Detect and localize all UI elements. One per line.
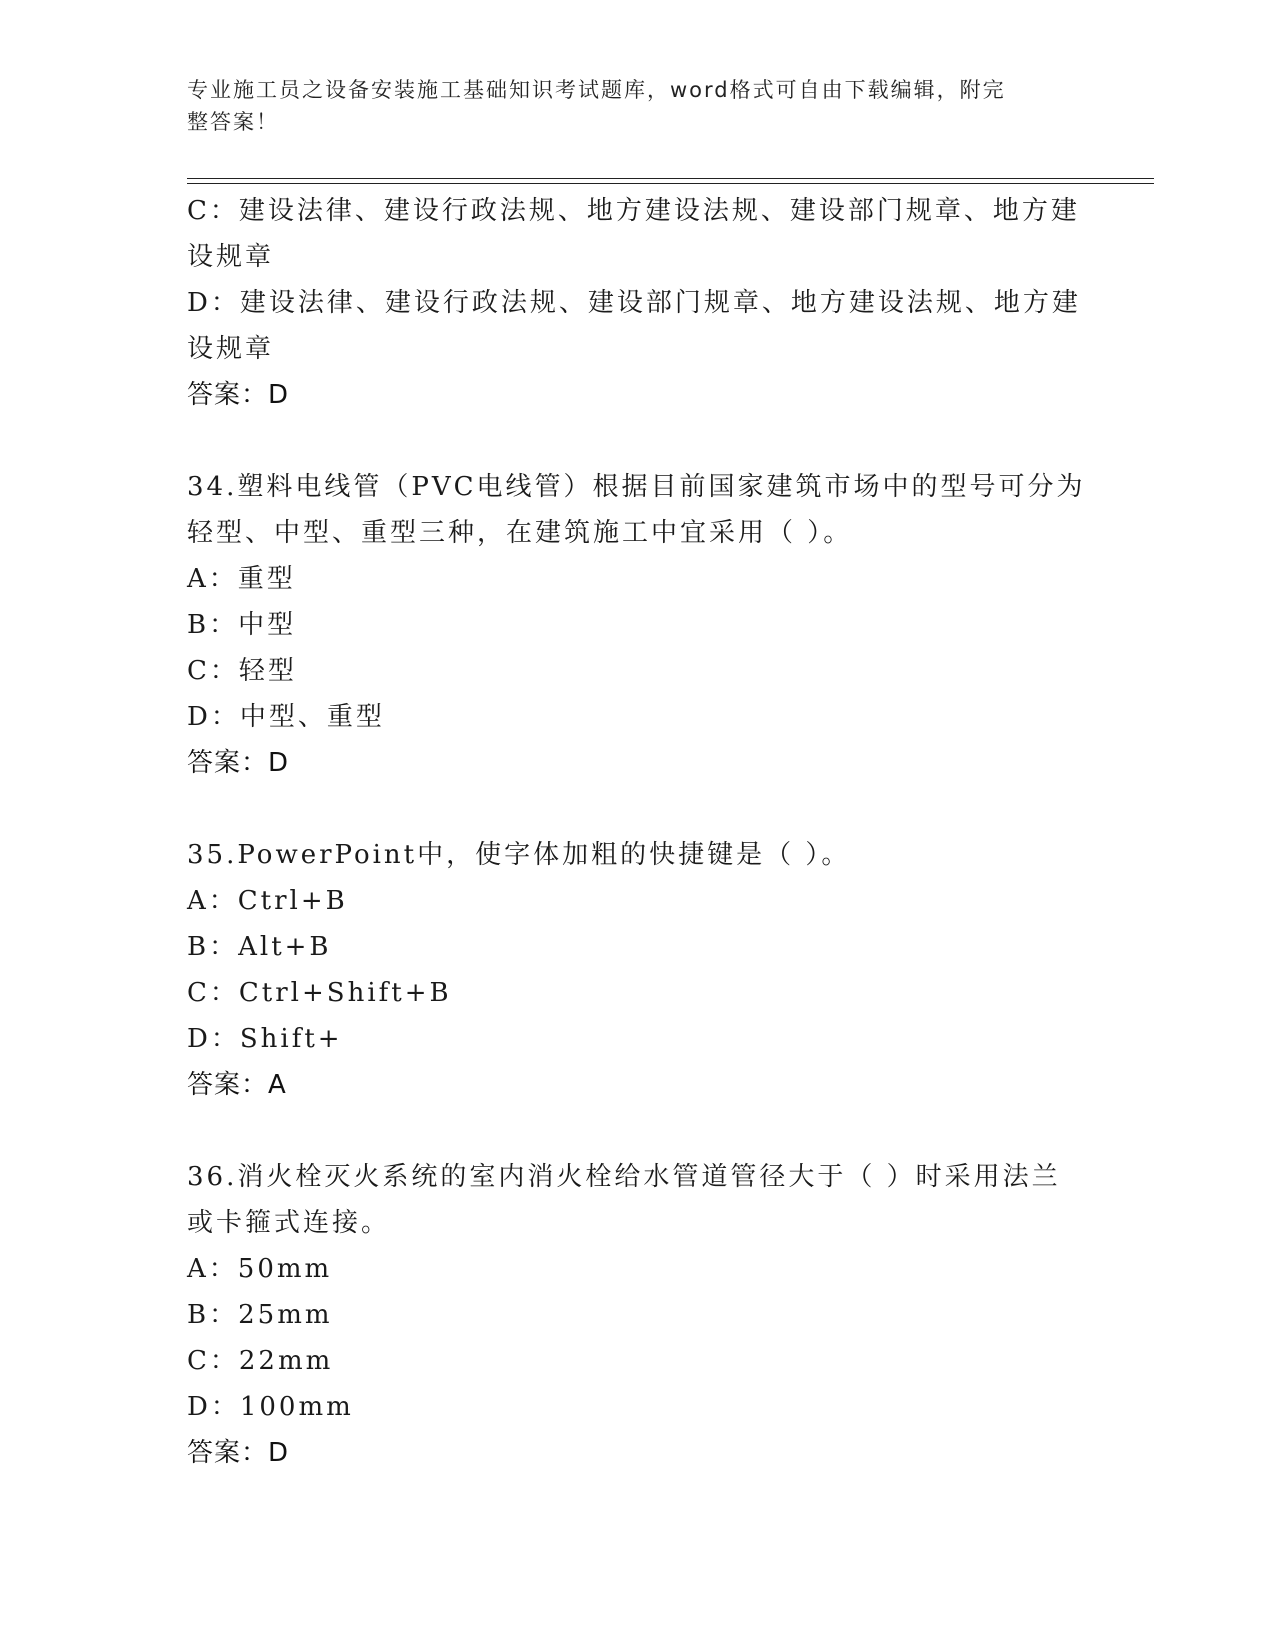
option-b: B：中型: [187, 610, 297, 640]
option-d-continued: 设规章: [187, 334, 275, 364]
option-b: B：25mm: [187, 1300, 333, 1330]
option-c: C：建设法律、建设行政法规、地方建设法规、建设部门规章、地方建: [187, 196, 1080, 226]
question-stem-continued: 或卡箍式连接。: [187, 1208, 391, 1238]
spacer: [187, 786, 1087, 832]
document-body: [187, 188, 1087, 1476]
answer-line: 答案：A: [187, 1070, 287, 1100]
option-a: A：重型: [187, 564, 296, 594]
document-header: [187, 74, 1067, 138]
question-stem: 35.PowerPoint中，使字体加粗的快捷键是（ ）。: [187, 840, 851, 870]
option-d: D：中型、重型: [187, 702, 385, 732]
question-36: [187, 1154, 1087, 1476]
option-c: C：轻型: [187, 656, 297, 686]
option-b: B：Alt+B: [187, 932, 332, 962]
option-c: C：22mm: [187, 1346, 334, 1376]
option-a: A：50mm: [187, 1254, 333, 1284]
option-d: D：Shift+: [187, 1024, 343, 1054]
question-stem-continued: 轻型、中型、重型三种，在建筑施工中宜采用（ ）。: [187, 518, 853, 548]
header-divider-bottom: [187, 183, 1154, 184]
option-d: D：建设法律、建设行政法规、建设部门规章、地方建设法规、地方建: [187, 288, 1081, 318]
option-c-continued: 设规章: [187, 242, 275, 272]
question-stem: 36.消火栓灭火系统的室内消火栓给水管道管径大于（ ）时采用法兰: [187, 1162, 1061, 1192]
header-line-1: 专业施工员之设备安装施工基础知识考试题库，word格式可自由下载编辑，附完: [187, 78, 1006, 102]
option-a: A：Ctrl+B: [187, 886, 348, 916]
spacer: [187, 1108, 1087, 1154]
question-34: [187, 464, 1087, 786]
answer-line: 答案：D: [187, 380, 290, 410]
question-35: [187, 832, 1087, 1108]
spacer: [187, 418, 1087, 464]
header-divider-top: [187, 178, 1154, 179]
header-line-2: 整答案！: [187, 110, 279, 134]
prev-question-block: [187, 188, 1087, 418]
option-d: D：100mm: [187, 1392, 354, 1422]
answer-line: 答案：D: [187, 1438, 290, 1468]
option-c: C：Ctrl+Shift+B: [187, 978, 452, 1008]
question-stem: 34.塑料电线管（PVC电线管）根据目前国家建筑市场中的型号可分为: [187, 472, 1086, 502]
answer-line: 答案：D: [187, 748, 290, 778]
